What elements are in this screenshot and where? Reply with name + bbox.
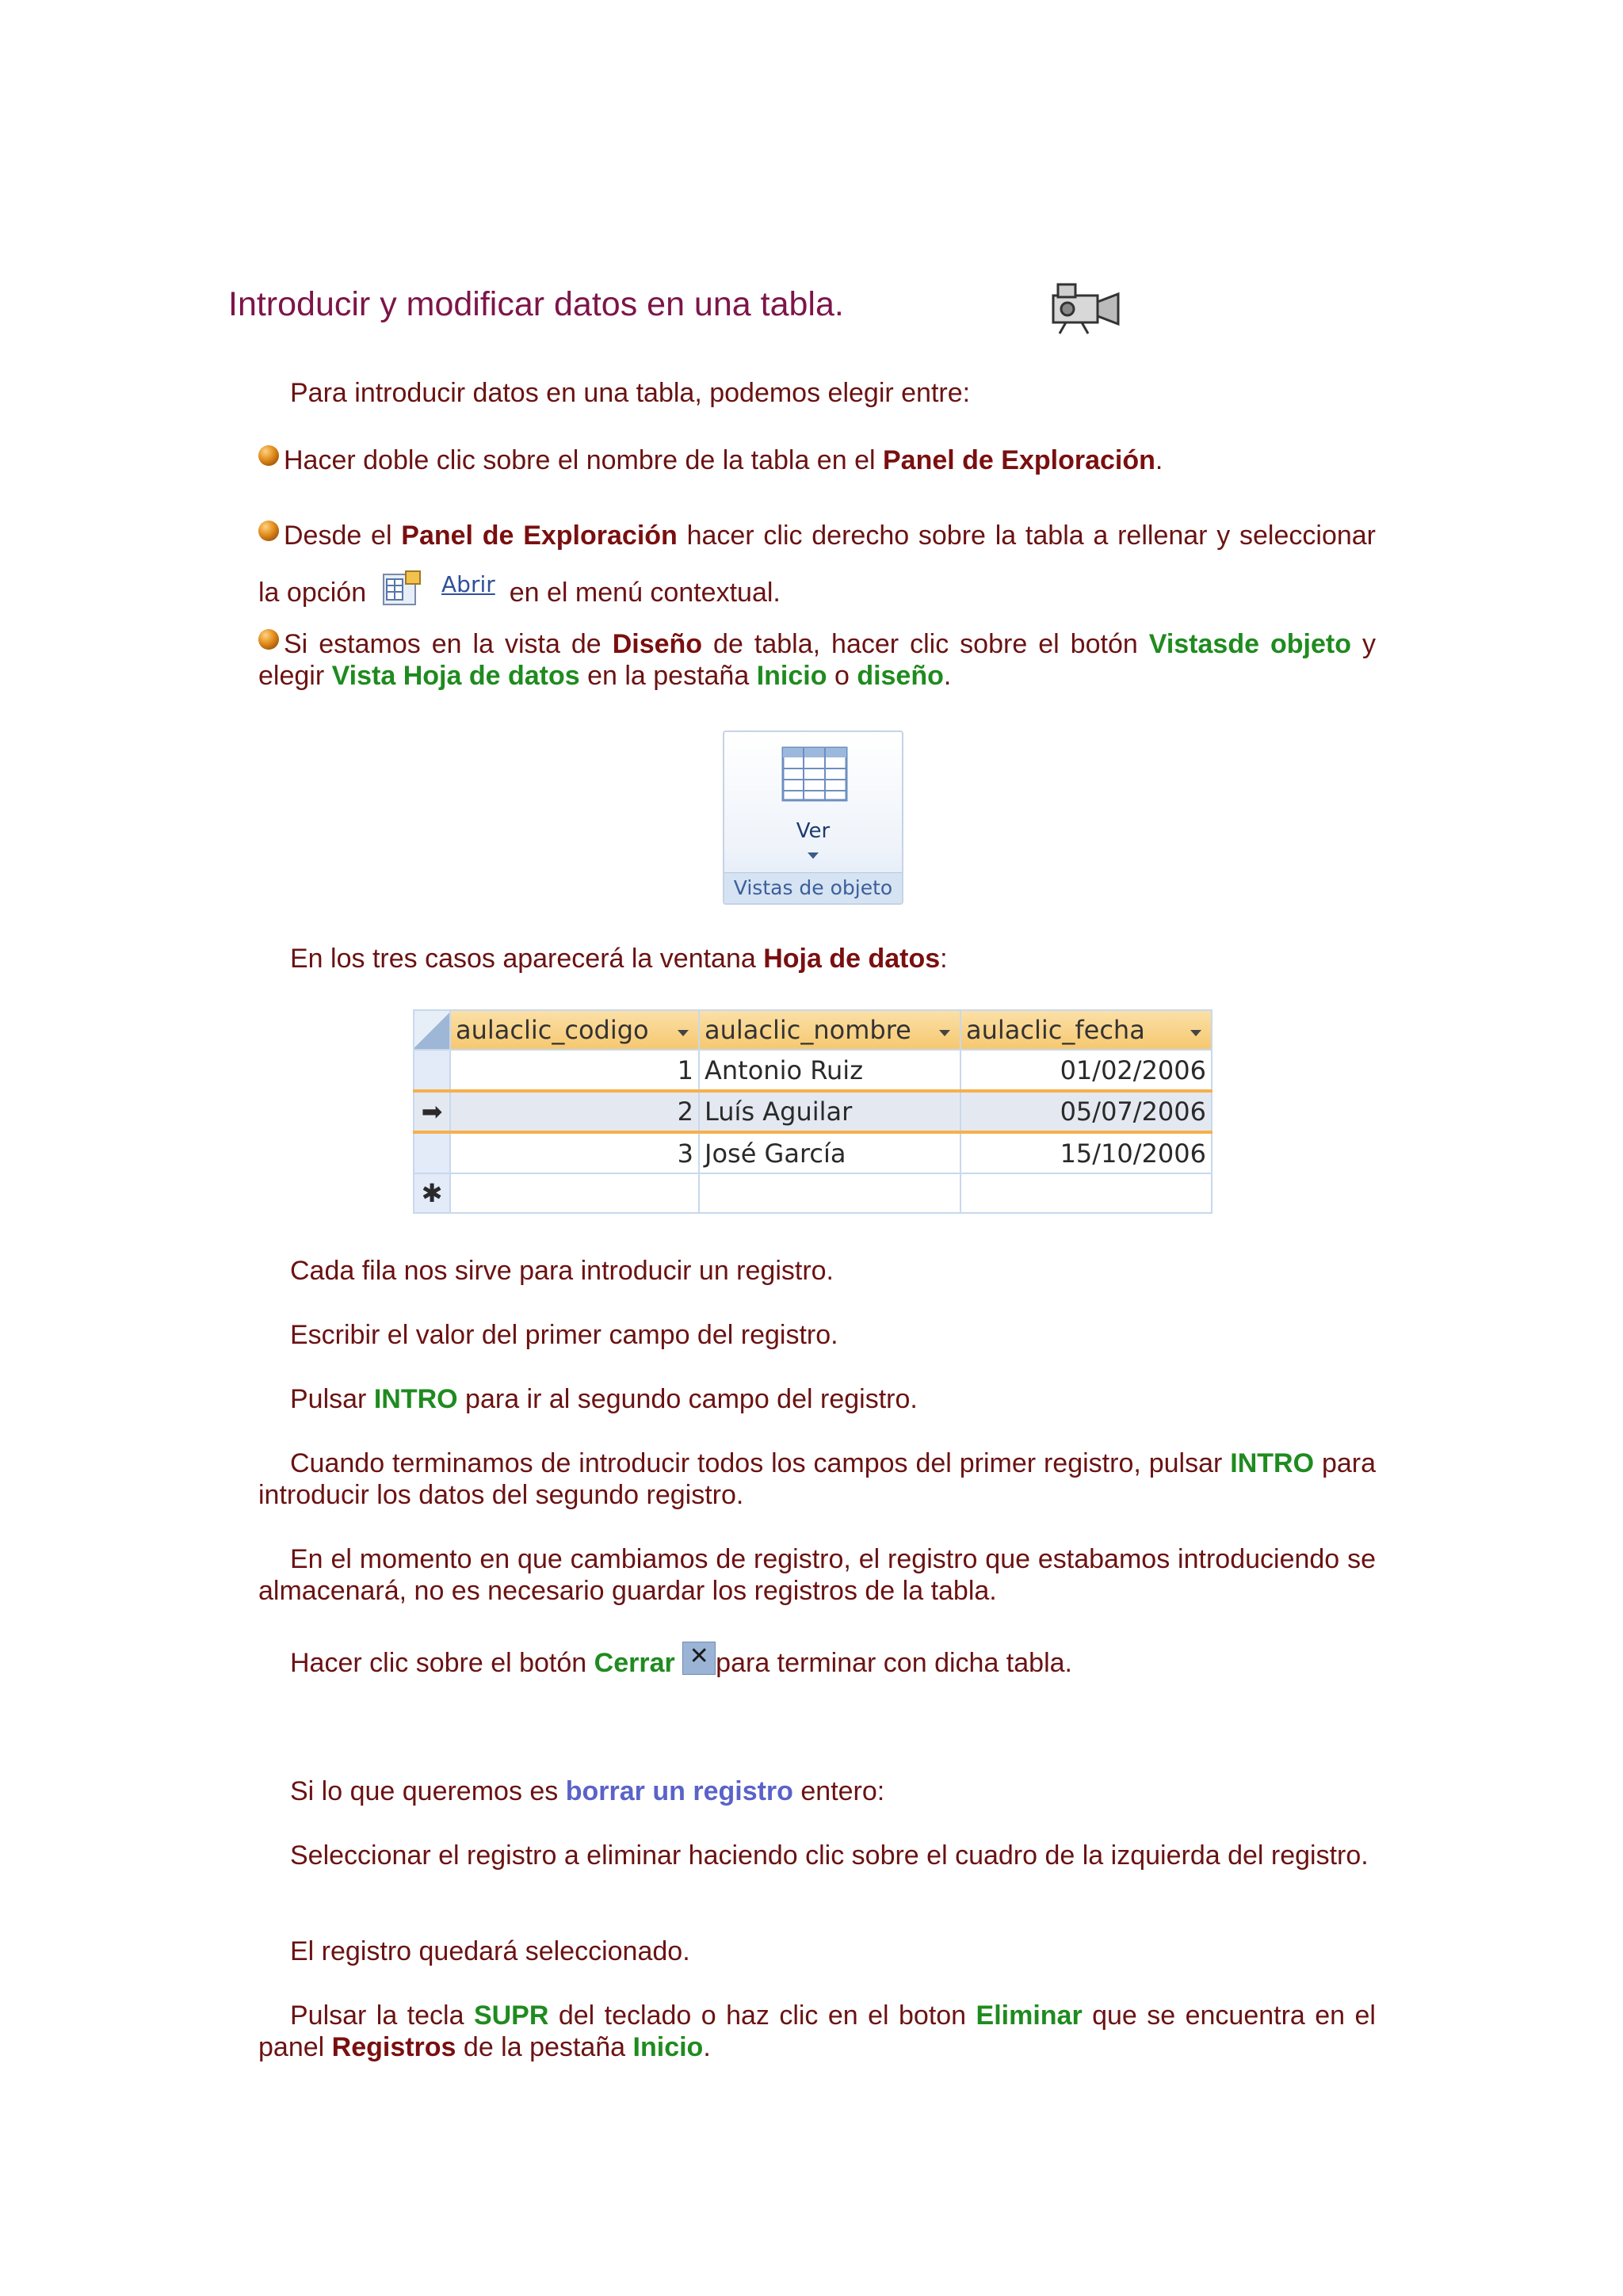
ver-ribbon-button[interactable] [723, 730, 903, 905]
table-row[interactable] [414, 1132, 1212, 1173]
cell-nombre[interactable]: Antonio Ruiz [699, 1050, 960, 1091]
cell-codigo[interactable] [450, 1173, 699, 1213]
paragraph-quedara: El registro quedará seleccionado. [290, 1936, 690, 1966]
bullet-icon [258, 521, 279, 541]
paragraph-momento: En el momento en que cambiamos de registro, el registro que estabamos introduciendo se almacenará, no es necesario guardar los registros de la tabla. [258, 1544, 1376, 1606]
bullet-item-2: Desde el Panel de Exploración hacer clic derecho sobre la tabla a rellenar y seleccionar la opción $^{Abrir}$ en el menú contextual. [258, 521, 1376, 608]
paragraph-cuando: Cuando terminamos de introducir todos los campos del primer registro, pulsar INTRO para introducir los datos del segundo registro. [258, 1448, 1376, 1510]
cell-codigo[interactable]: 2 [450, 1091, 699, 1132]
paragraph-pulsar: Pulsar INTRO para ir al segundo campo del registro. [290, 1384, 918, 1414]
cell-fecha[interactable]: 05/07/2006 [960, 1091, 1212, 1132]
paragraph-cerrar: Hacer clic sobre el botón Cerrar ✕ para terminar con dicha tabla. [290, 1643, 1072, 1678]
bullet-icon [258, 629, 279, 650]
bullet-item-1: Hacer doble clic sobre el nombre de la tabla en el Panel de Exploración. [258, 444, 1376, 476]
bullet-icon [258, 445, 279, 466]
table-row-active[interactable] [414, 1091, 1212, 1132]
cell-nombre[interactable] [699, 1173, 960, 1213]
chevron-down-icon[interactable] [808, 852, 819, 859]
close-icon[interactable]: ✕ [682, 1642, 716, 1675]
paragraph-escribir: Escribir el valor del primer campo del registro. [290, 1320, 838, 1350]
new-record-asterisk-icon[interactable]: ✱ [414, 1173, 450, 1213]
datasheet-intro: En los tres casos aparecerá la ventana Hoja de datos: [290, 944, 948, 974]
open-table-icon[interactable] [382, 568, 423, 609]
column-dropdown-icon[interactable] [678, 1030, 689, 1036]
current-row-arrow-icon[interactable]: ➡ [414, 1091, 450, 1132]
row-selector[interactable] [414, 1132, 450, 1173]
select-all-corner[interactable] [414, 1010, 450, 1050]
video-camera-icon[interactable] [1050, 281, 1121, 335]
intro-text: Para introducir datos en una tabla, podemos elegir entre: [290, 378, 971, 408]
paragraph-supr: Pulsar la tecla SUPR del teclado o haz clic en el boton Eliminar que se encuentra en el panel Registros de la pestaña Inicio. [258, 2000, 1376, 2062]
cell-fecha[interactable]: 15/10/2006 [960, 1132, 1212, 1173]
cell-nombre[interactable]: Luís Aguilar [699, 1091, 960, 1132]
bullet-item-3: Si estamos en la vista de Diseño de tabla, hacer clic sobre el botón Vistasde objeto y elegir Vista Hoja de datos en la pestaña Inicio o diseño. [258, 629, 1376, 691]
cell-codigo[interactable]: 3 [450, 1132, 699, 1173]
datasheet-table [413, 1009, 1211, 1214]
cell-nombre[interactable]: José García [699, 1132, 960, 1173]
column-dropdown-icon[interactable] [1190, 1030, 1201, 1036]
column-header-fecha[interactable]: aulaclic_fecha [960, 1010, 1212, 1050]
ver-button-label: Ver [796, 819, 831, 843]
new-record-row[interactable] [414, 1173, 1212, 1213]
cell-codigo[interactable]: 1 [450, 1050, 699, 1091]
paragraph-seleccionar: Seleccionar el registro a eliminar haciendo clic sobre el cuadro de la izquierda del registro. [290, 1840, 1369, 1871]
column-header-codigo[interactable]: aulaclic_codigo [450, 1010, 699, 1050]
ribbon-group-label: Vistas de objeto [724, 872, 902, 903]
paragraph-fila: Cada fila nos sirve para introducir un registro. [290, 1256, 834, 1286]
cell-fecha[interactable]: 01/02/2006 [960, 1050, 1212, 1091]
column-dropdown-icon[interactable] [939, 1030, 950, 1036]
paragraph-borrar: Si lo que queremos es borrar un registro entero: [290, 1776, 885, 1806]
page-title: Introducir y modificar datos en una tabla. [228, 285, 844, 323]
datasheet-view-icon [781, 746, 848, 802]
abrir-option-label[interactable]: Abrir [441, 571, 495, 597]
cell-fecha[interactable] [960, 1173, 1212, 1213]
row-selector[interactable] [414, 1050, 450, 1091]
table-row[interactable] [414, 1050, 1212, 1091]
column-header-nombre[interactable]: aulaclic_nombre [699, 1010, 960, 1050]
